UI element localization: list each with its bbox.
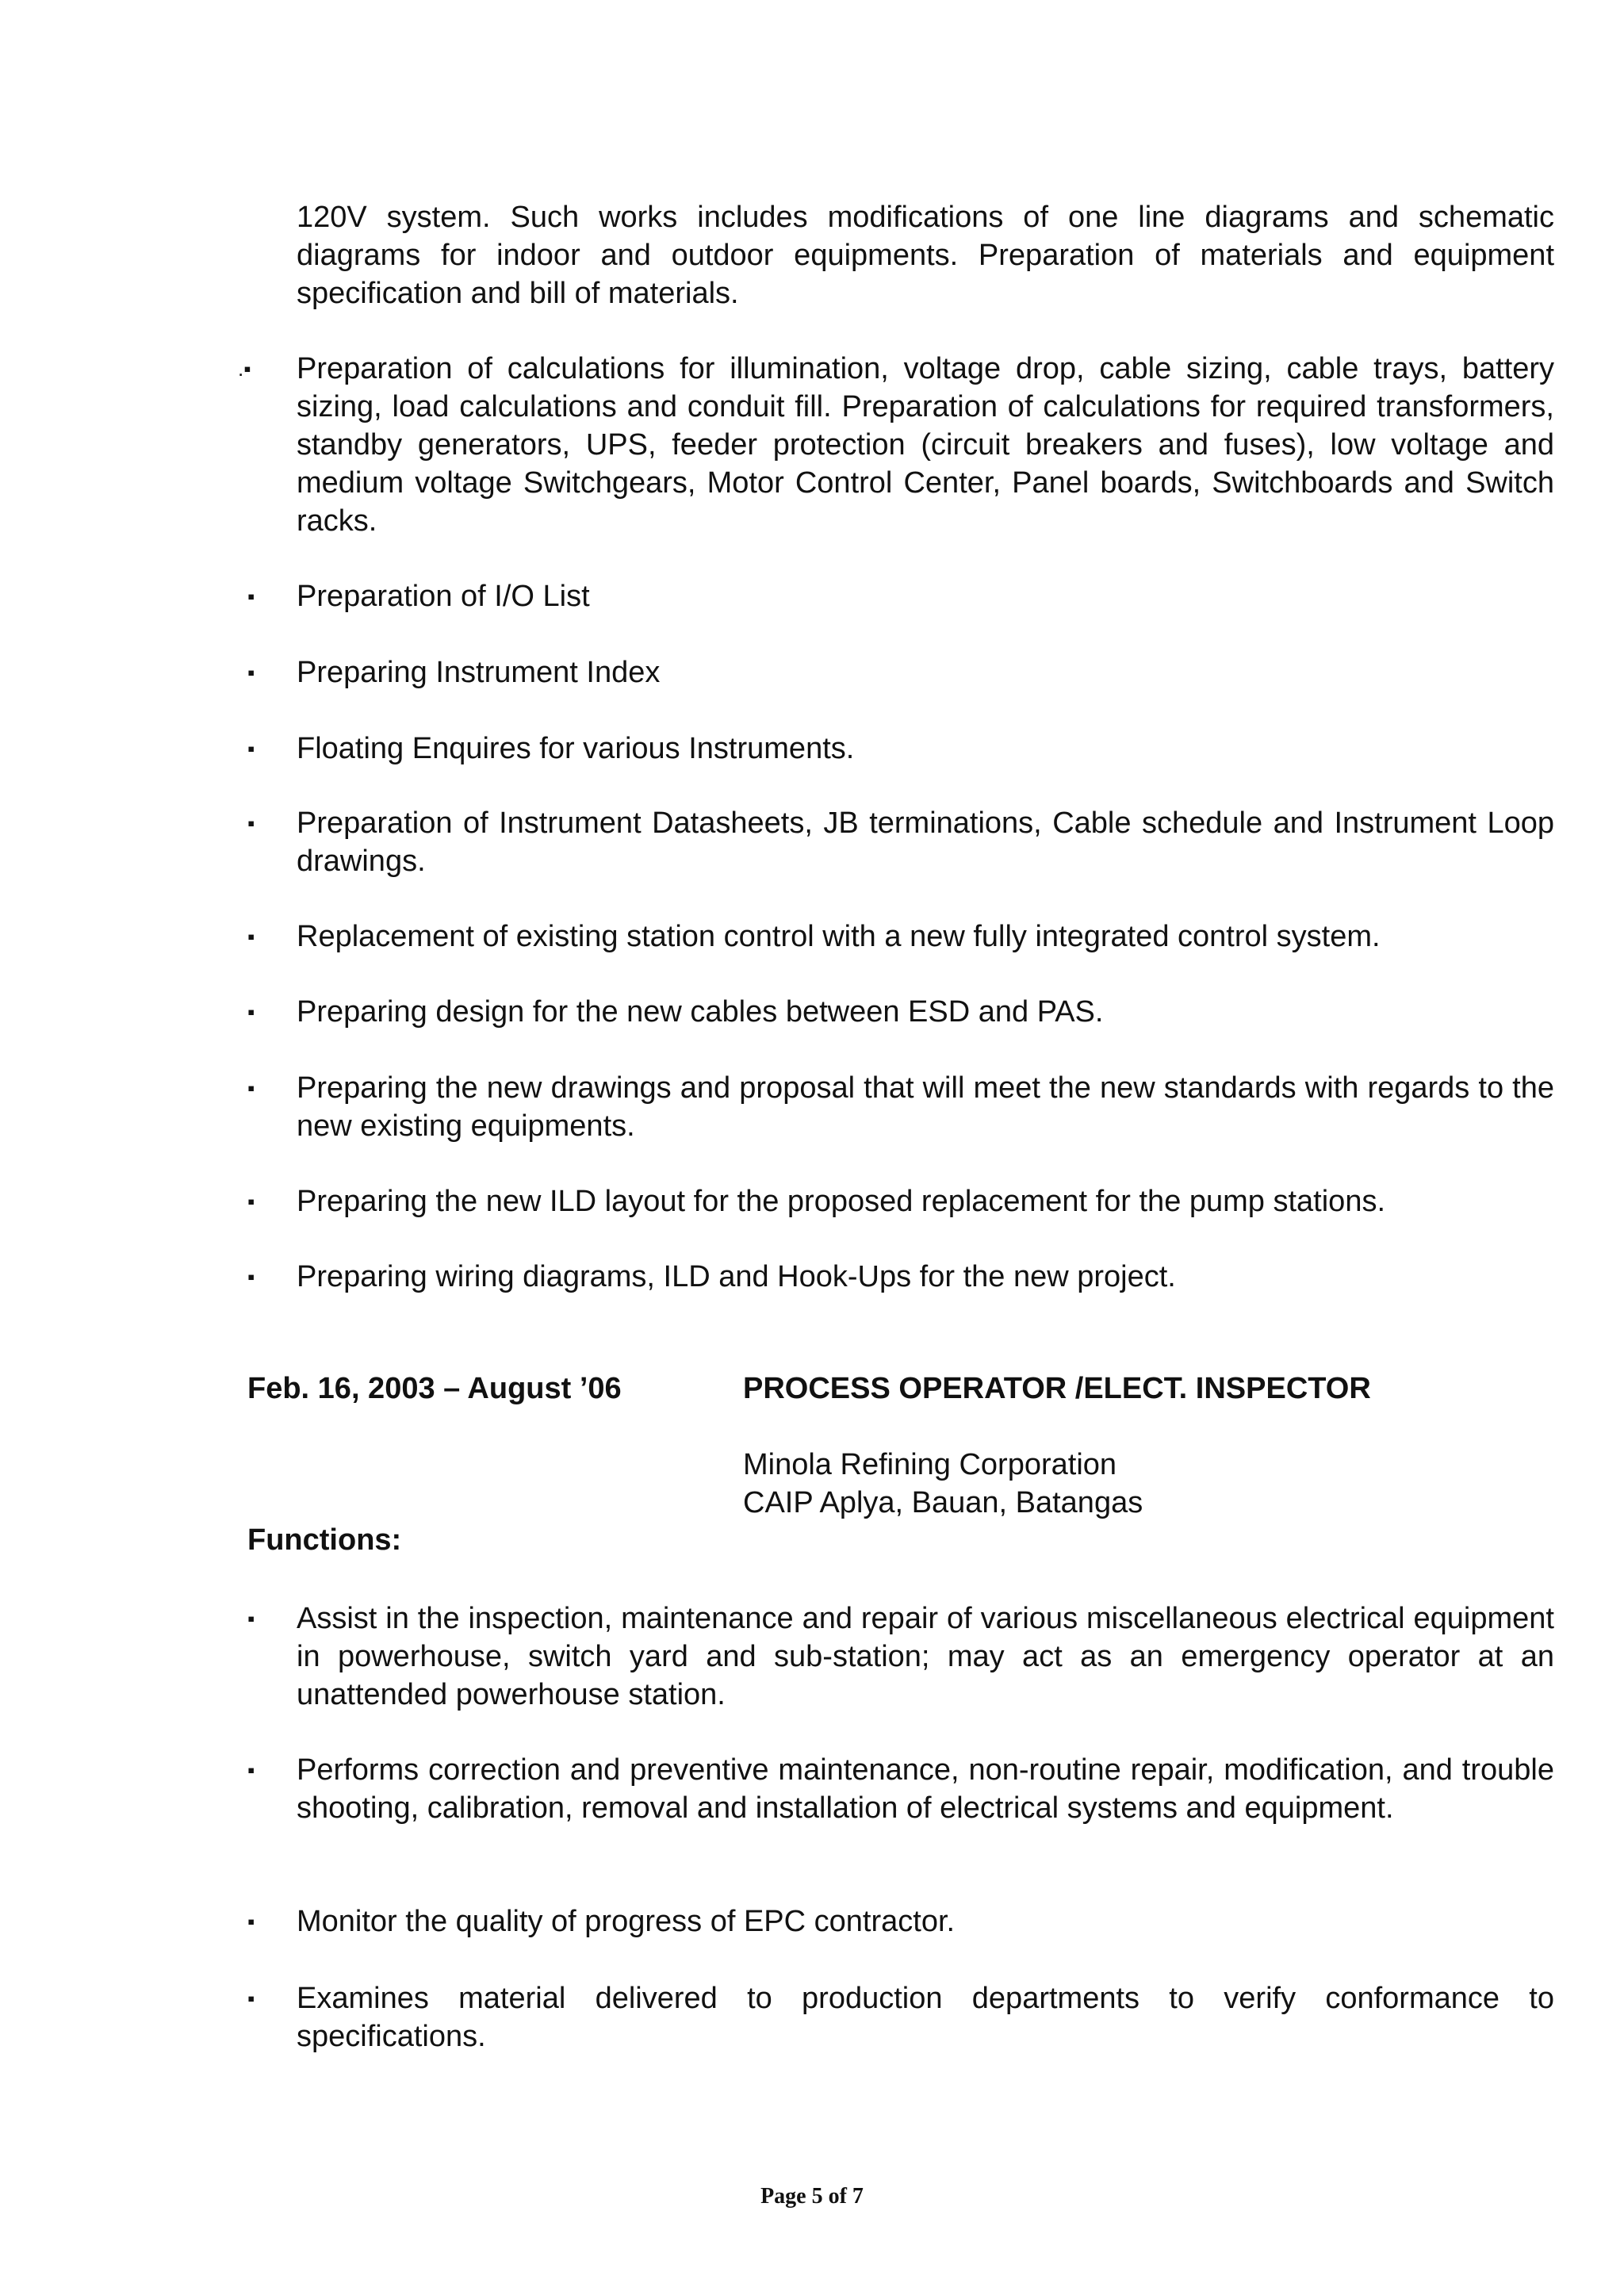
bullet-text-calculations: Preparation of calculations for illumination, voltage drop, cable sizing, cable trays, battery sizing, load calculations and conduit fill. Preparation of calculations for required transformers, standby generators, UPS, feeder protection (circuit breakers and fuses), low voltage and medium voltage Switchgears, Motor Control Center, Panel boards, Switchboards and Switch racks. — [297, 352, 1554, 538]
bullet-text-cables-esd-pas: Preparing design for the new cables between ESD and PAS. — [297, 995, 1104, 1029]
job-title: PROCESS OPERATOR /ELECT. INSPECTOR — [743, 1372, 1371, 1405]
bullet-text-instrument-index: Preparing Instrument Index — [297, 656, 661, 689]
bullet-marker: .▪ — [238, 357, 251, 381]
functions-label: Functions: — [247, 1523, 402, 1557]
bullet-text-datasheets: Preparation of Instrument Datasheets, JB terminations, Cable schedule and Instrument Loop drawings. — [297, 807, 1554, 878]
bullet-text-new-drawings: Preparing the new drawings and proposal that will meet the new standards with regards to the new existing equipments. — [297, 1071, 1554, 1143]
bullet-text-examines-material: Examines material delivered to production departments to verify conformance to specifications. — [297, 1982, 1554, 2053]
bullet-marker: ▪ — [247, 811, 255, 835]
bullet-marker: ▪ — [247, 1607, 255, 1630]
bullet-marker: ▪ — [247, 1758, 255, 1782]
bullet-marker: ▪ — [247, 1076, 255, 1100]
bullet-marker: ▪ — [247, 1000, 255, 1024]
bullet-text-maintenance: Performs correction and preventive maintenance, non-routine repair, modification, and trouble shooting, calibration, removal and installation of electrical systems and equipment. — [297, 1753, 1554, 1825]
bullet-marker: ▪ — [247, 1987, 255, 2010]
bullet-text-epc-quality: Monitor the quality of progress of EPC contractor. — [297, 1905, 956, 1938]
bullet-marker: ▪ — [247, 584, 255, 608]
bullet-marker: ▪ — [247, 925, 255, 948]
bullet-text-replacement: Replacement of existing station control with a new fully integrated control system. — [297, 920, 1381, 953]
bullet-marker: ▪ — [247, 737, 255, 761]
bullet-text-floating-enquires: Floating Enquires for various Instruments. — [297, 732, 855, 765]
bullet-text-inspection: Assist in the inspection, maintenance and repair of various miscellaneous electrical equipment in powerhouse, switch yard and sub-station; may act as an emergency operator at an unattended powerhouse station. — [297, 1602, 1554, 1711]
bullet-text-ild-layout: Preparing the new ILD layout for the proposed replacement for the pump stations. — [297, 1185, 1386, 1218]
company-location: CAIP Aplya, Bauan, Batangas — [743, 1486, 1143, 1519]
bullet-marker: ▪ — [247, 1265, 255, 1289]
job-dates: Feb. 16, 2003 – August ’06 — [247, 1372, 622, 1405]
company-name: Minola Refining Corporation — [743, 1448, 1117, 1481]
page-number-footer: Page 5 of 7 — [760, 2184, 864, 2209]
bullet-marker: ▪ — [247, 661, 255, 684]
bullet-text-io-list: Preparation of I/O List — [297, 580, 590, 613]
bullet-marker: ▪ — [247, 1910, 255, 1933]
bullet-marker: ▪ — [247, 1190, 255, 1213]
continuation-paragraph: 120V system. Such works includes modifications of one line diagrams and schematic diagrams for indoor and outdoor equipments. Preparation of materials and equipment specification and bill of materials. — [297, 201, 1554, 310]
bullet-text-wiring-diagrams: Preparing wiring diagrams, ILD and Hook-Ups for the new project. — [297, 1260, 1176, 1293]
